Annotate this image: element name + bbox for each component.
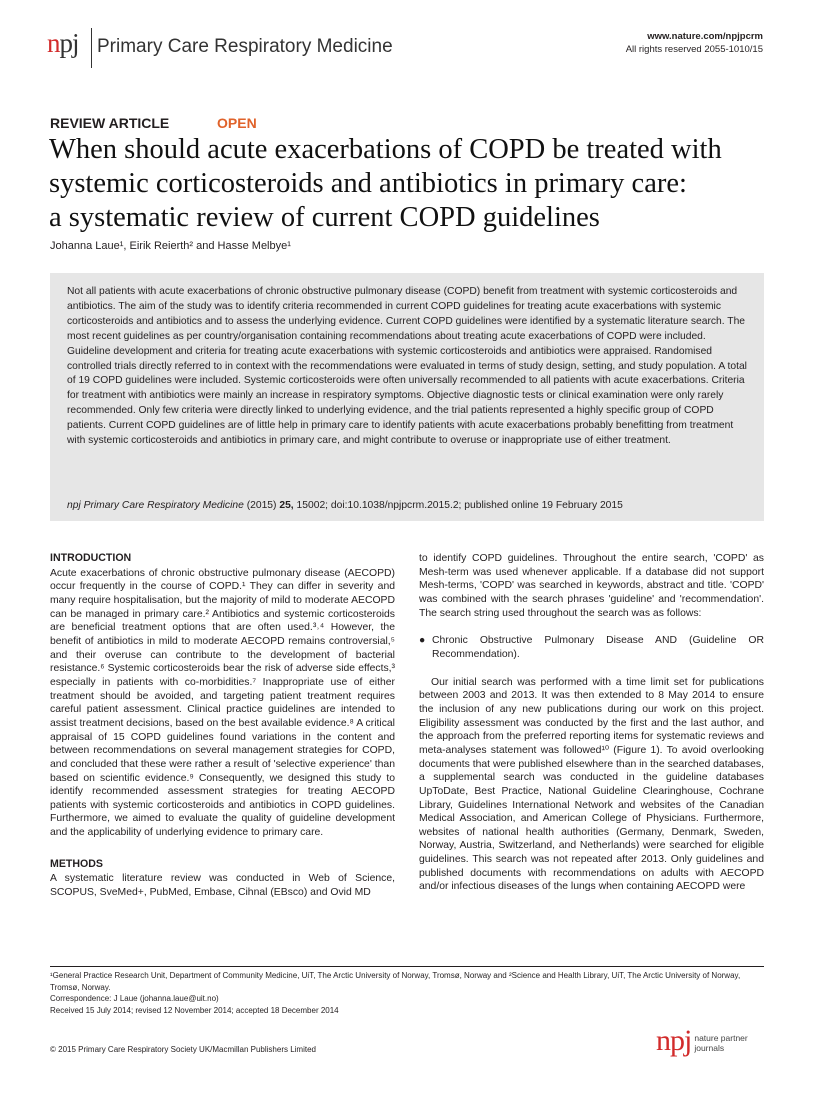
partner-text: nature partner bbox=[694, 1033, 748, 1043]
methods-search-details: Our initial search was performed with a time limit set for publications between 2003 and 2013. It was then extended to 8 May 2014 to ensure the inclusion of any new publications during our work on this project. Eligibility assessment was conducted by the first and the last author, and the approach from the preferred reporting items for systematic reviews and meta-analyses statement was followed¹⁰ (Figure 1). To avoid overlooking documents that were published elsewhere than in the searched databases, a supplemental search was conducted in the guideline databases UpToDate, Best Practice, National Guideline Clearinghouse, Cochrane Library, Guidelines International Network and websites of the Canadian Medical Association, and American College of Physicians. Furthermore, websites of national health authorities (Germany, Denmark, Sweden, Norway, Austria, Switzerland, and Netherlands) were searched for eligible guidelines. This search was not repeated after 2013. Only guidelines and published documents with recommendations on adults with AECOPD and/or infectious diseases of the lungs when containing AECOPD were bbox=[419, 676, 764, 893]
header-info bbox=[626, 30, 763, 56]
left-column bbox=[50, 552, 395, 900]
partner-logo-text bbox=[694, 1033, 747, 1053]
methods-text: A systematic literature review was conducted in Web of Science, SCOPUS, SveMed+, PubMed, Embase, Cihnal (EBsco) and Ovid MD bbox=[50, 873, 395, 899]
open-access-badge: OPEN bbox=[217, 115, 257, 131]
introduction-heading: INTRODUCTION bbox=[50, 552, 132, 564]
copyright: © 2015 Primary Care Respiratory Society UK/Macmillan Publishers Limited bbox=[50, 1045, 316, 1054]
citation-doi: 15002; doi:10.1038/npjpcrm.2015.2; published online 19 February 2015 bbox=[296, 500, 623, 511]
partner-logo-mark: npj bbox=[656, 1024, 692, 1057]
citation-year: (2015) bbox=[246, 500, 277, 511]
correspondence: Correspondence: J Laue (johanna.laue@uit.no) bbox=[50, 994, 219, 1003]
rights-text: All rights reserved 2055-1010/15 bbox=[625, 44, 763, 55]
nature-partner-journals-logo bbox=[656, 1026, 748, 1056]
title-line: When should acute exacerbations of COPD be treated with bbox=[49, 134, 722, 165]
right-column bbox=[419, 552, 764, 894]
methods-heading: METHODS bbox=[50, 857, 103, 870]
article-type: REVIEW ARTICLE bbox=[50, 115, 170, 131]
bullet-icon: ● bbox=[419, 635, 426, 647]
header-divider bbox=[91, 28, 92, 68]
methods-search-text: to identify COPD guidelines. Throughout the entire search, 'COPD' as Mesh-term was used whenever applicable. If a database did not support Mesh-terms, 'COPD' was searched in keywords, abstract and title. 'COPD' was combined with the search phrases 'guideline' and 'recommendation'. The search string used throughout the search was as follows: bbox=[419, 553, 764, 619]
authors: Johanna Laue¹, Eirik Reierth² and Hasse Melbye¹ bbox=[50, 240, 291, 252]
introduction-text: Acute exacerbations of chronic obstructive pulmonary disease (AECOPD) occur frequently in the course of COPD.¹ They can differ in severity and many require hospitalisation, but the majority of mild to moderate AECOPD can be managed in primary care.² Antibiotics and systemic corticosteroids are beneficial treatment options that are often used.³˒⁴ However, the benefit of antibiotics in mild to moderate AECOPD remains controversial,⁵ and their overuse can contribute to the development of bacterial resistance.⁶ Systemic corticosteroids bear the risk of adverse side effects,³ especially in patients with co-morbidities.⁷ Inappropriate use of either treatment should be avoided, and targeting patient treatment requires careful patient assessment. Clinical practice guidelines are intended to assist treatment decisions, based on the best available evidence.⁸ A critical appraisal of 15 COPD guidelines found variations in the content and between recommendations on several management strategies for COPD, and concluded that these were rather a result of 'selective experience' than based on scientific evidence.⁹ Consequently, we designed this study to identify recommended assessment strategies for treating AECOPD patients with systemic corticosteroids and antibiotics in COPD guidelines. Furthermore, we aimed to evaluate the quality of guideline development and the applicability of underlying evidence to primary care. bbox=[50, 567, 395, 839]
footnote-rule bbox=[50, 966, 764, 967]
journal-url[interactable]: www.nature.com/npjpcrm bbox=[647, 31, 763, 42]
bullet-text: Chronic Obstructive Pulmonary Disease AND (Guideline OR Recommendation). bbox=[432, 635, 764, 660]
affiliations: ¹General Practice Research Unit, Department of Community Medicine, UiT, The Arctic University of Norway, Tromsø, Norway and ²Science and Health Library, UiT, The Arctic University of Norway, Tromsø, Norway. bbox=[50, 971, 741, 992]
search-string-bullet bbox=[419, 634, 764, 661]
received-dates: Received 15 July 2014; revised 12 November 2014; accepted 18 December 2014 bbox=[50, 1005, 339, 1015]
journal-name: Primary Care Respiratory Medicine bbox=[97, 36, 393, 57]
title-line: systemic corticosteroids and antibiotics in primary care: bbox=[49, 168, 687, 199]
abstract-text: Not all patients with acute exacerbations of chronic obstructive pulmonary disease (COPD) benefit from treatment with systemic corticosteroids and antibiotics. The aim of the study was to identify criteria recommended in current COPD guidelines for treating acute exacerbations with systemic corticosteroids and antibiotics and to assess the underlying evidence. Current COPD guidelines were identified by a systematic literature search. The most recent guidelines as per country/organisation containing recommendations about treating acute exacerbations of COPD were included. Guideline development and criteria for treating acute exacerbations with systemic corticosteroids and antibiotics were appraised. Randomised controlled trials directly referred to in context with the recommendations were evaluated in terms of study design, setting, and study population. A total of 19 COPD guidelines were included. Systemic corticosteroids were often universally recommended to all patients with acute exacerbations. Criteria for treatment with antibiotics were mainly an increase in respiratory symptoms. Objective diagnostic tests or clinical examination were only rarely recommended. Only few criteria were directly linked to underlying evidence, and the trial patients represented a highly specific group of COPD patients. Current COPD guidelines are of little help in primary care to identify patients with acute exacerbations probably benefitting from treatment with systemic corticosteroids and antibiotics in primary care, and might contribute to overuse or inappropriate use of either treatment. bbox=[67, 286, 747, 447]
title-line: a systematic review of current COPD guidelines bbox=[49, 202, 600, 233]
citation bbox=[67, 499, 623, 514]
article-title bbox=[49, 133, 722, 235]
citation-journal: npj Primary Care Respiratory Medicine bbox=[67, 500, 244, 511]
abstract-box bbox=[50, 273, 764, 521]
npj-logo: npj bbox=[47, 28, 79, 58]
partner-text: journals bbox=[694, 1043, 725, 1053]
footnotes bbox=[50, 970, 764, 1016]
citation-volume: 25, bbox=[279, 500, 294, 511]
